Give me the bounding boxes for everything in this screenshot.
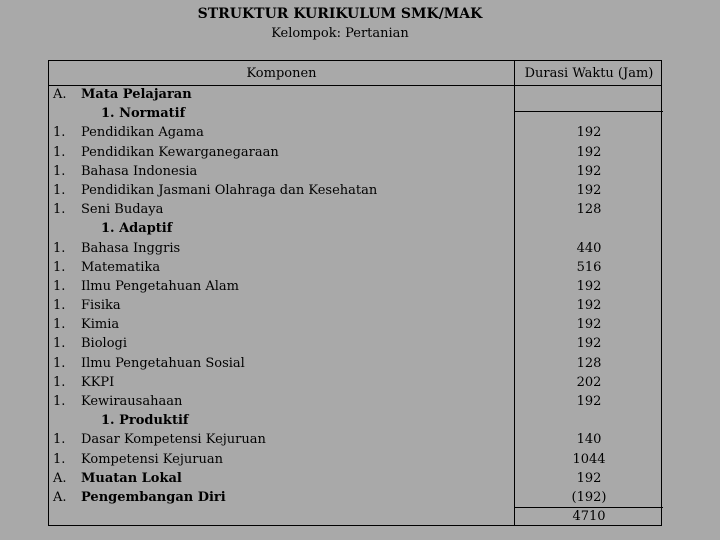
table-row [49, 507, 663, 526]
row-label: Bahasa Inggris [81, 240, 181, 256]
page-title: STRUKTUR KURIKULUM SMK/MAK [197, 6, 483, 22]
table-row [49, 277, 663, 296]
row-duration: 192 [576, 182, 602, 198]
table-row [49, 430, 663, 449]
row-label: Fisika [81, 298, 121, 314]
row-number: 1. [53, 432, 66, 448]
row-duration: 192 [576, 470, 602, 486]
table-row [49, 392, 663, 411]
row-number: 1. [53, 163, 66, 179]
curriculum-table [48, 60, 662, 526]
table-row [49, 373, 663, 392]
table-row [49, 85, 663, 104]
row-label: 1. Adaptif [101, 221, 173, 237]
row-label: Pendidikan Jasmani Olahraga dan Kesehatan [81, 182, 378, 198]
table-row [49, 123, 663, 142]
row-label: Kewirausahaan [81, 394, 183, 409]
row-duration: 202 [576, 374, 602, 390]
row-duration: 4710 [572, 509, 606, 525]
table-row [49, 104, 663, 123]
row-label: Pendidikan Kewarganegaraan [81, 144, 279, 160]
table-row [49, 239, 663, 258]
row-number: 1. [53, 202, 66, 218]
row-number: 1. [53, 182, 66, 198]
row-label: Kompetensi Kejuruan [81, 451, 223, 467]
row-duration: 192 [576, 336, 602, 352]
row-duration: 128 [576, 202, 602, 218]
table-row [49, 296, 663, 315]
row-label: Matematika [81, 259, 161, 275]
row-duration: 440 [576, 240, 602, 256]
table-row [49, 354, 663, 373]
row-duration: 192 [576, 394, 602, 409]
table-row [49, 219, 663, 238]
table-row [49, 258, 663, 277]
table-row [49, 315, 663, 334]
row-number: A. [53, 489, 67, 505]
row-label: Mata Pelajaran [81, 87, 192, 102]
row-duration: 140 [576, 432, 602, 448]
row-number: 1. [53, 144, 66, 160]
table-body [49, 85, 663, 526]
row-label: Pengembangan Diri [81, 489, 226, 505]
row-label: Bahasa Indonesia [81, 163, 198, 179]
row-number: 1. [53, 240, 66, 256]
row-number: 1. [53, 278, 66, 294]
row-duration: 516 [576, 259, 602, 275]
row-number: A. [53, 470, 67, 486]
row-number: 1. [53, 451, 66, 467]
table-row [49, 450, 663, 469]
row-duration: (192) [571, 489, 607, 505]
row-number: 1. [53, 317, 66, 333]
table-row [49, 162, 663, 181]
row-number: 1. [53, 336, 66, 352]
row-duration: 1044 [572, 451, 606, 467]
row-number: 1. [53, 355, 66, 371]
row-label: Ilmu Pengetahuan Sosial [81, 355, 245, 371]
header-komponen: Komponen [246, 66, 317, 81]
table-row [49, 143, 663, 162]
table-row [49, 334, 663, 353]
row-duration: 192 [576, 278, 602, 294]
row-label: Kimia [81, 317, 120, 333]
row-label: Dasar Kompetensi Kejuruan [81, 432, 266, 448]
row-number: 1. [53, 259, 66, 275]
row-duration: 192 [576, 317, 602, 333]
page-subtitle: Kelompok: Pertanian [271, 26, 409, 41]
table-row [49, 181, 663, 200]
table-row [49, 411, 663, 430]
row-duration: 128 [576, 355, 602, 371]
row-duration: 192 [576, 144, 602, 160]
row-duration: 192 [576, 163, 602, 179]
table-row [49, 469, 663, 488]
row-duration: 192 [576, 125, 602, 141]
row-number: 1. [53, 125, 66, 141]
row-duration: 192 [576, 298, 602, 314]
row-label: 1. Normatif [101, 106, 186, 122]
table-row [49, 488, 663, 507]
row-label: Seni Budaya [81, 202, 164, 218]
row-number: A. [53, 87, 67, 102]
row-label: 1. Produktif [101, 413, 189, 429]
row-number: 1. [53, 298, 66, 314]
row-label: KKPI [81, 374, 115, 390]
row-label: Biologi [81, 336, 128, 352]
row-label: Muatan Lokal [81, 470, 182, 486]
row-label: Ilmu Pengetahuan Alam [81, 278, 239, 294]
table-row [49, 200, 663, 219]
row-number: 1. [53, 394, 66, 409]
row-label: Pendidikan Agama [81, 125, 204, 141]
header-durasi: Durasi Waktu (Jam) [524, 66, 654, 81]
row-number: 1. [53, 374, 66, 390]
